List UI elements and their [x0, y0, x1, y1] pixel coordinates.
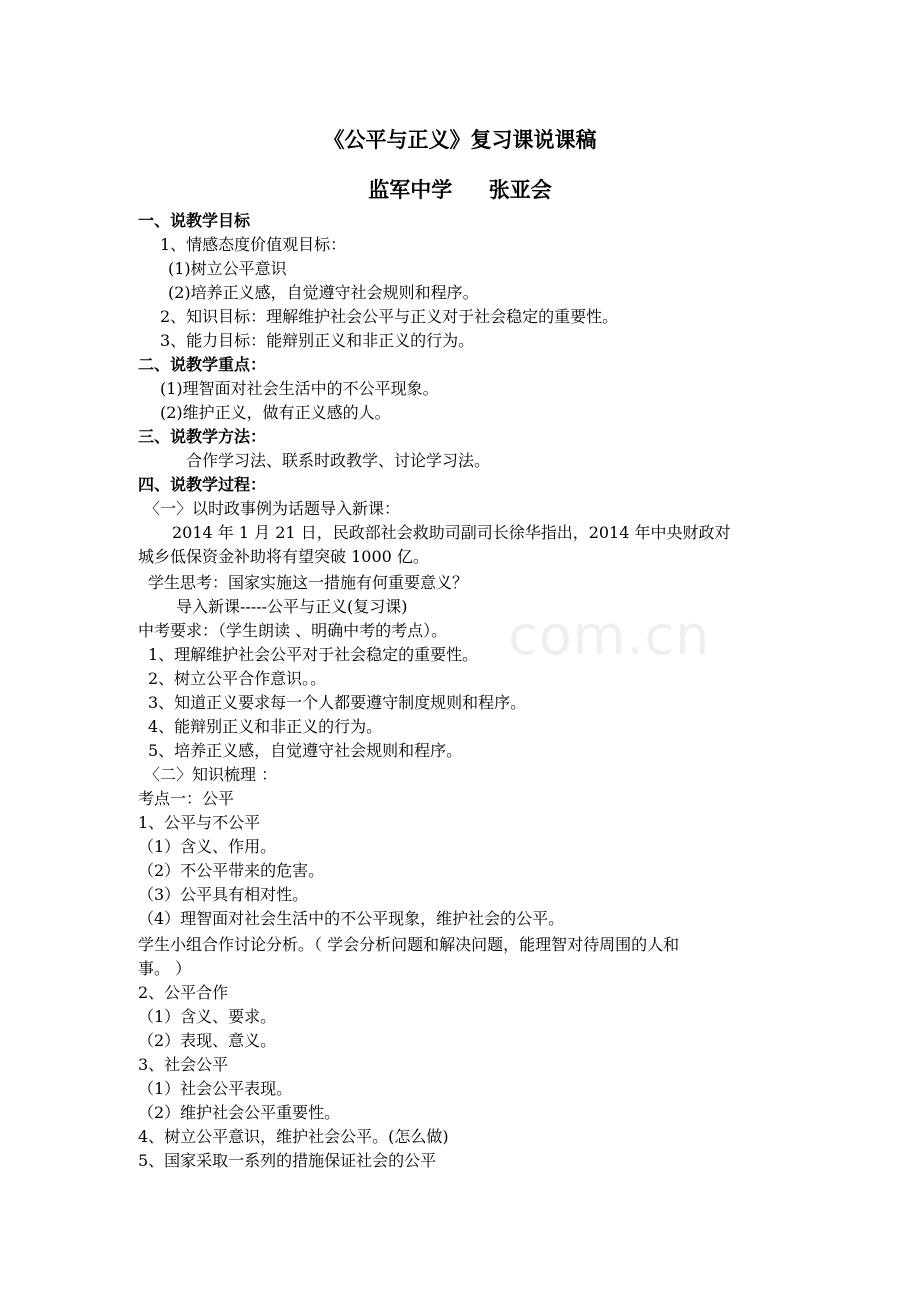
section-heading-objectives: 一、说教学目标: [138, 211, 251, 230]
text-line: (2)培养正义感，自觉遵守社会规则和程序。: [168, 283, 479, 302]
requirement-item: 2、树立公平合作意识。。: [148, 669, 327, 688]
text-line: 〈二〉知识梳理 ：: [144, 765, 278, 784]
requirement-item: 1、理解维护社会公平对于社会稳定的重要性。: [148, 645, 479, 664]
section-heading-process: 四、说教学过程：: [138, 475, 267, 494]
requirement-item: 5、培养正义感，自觉遵守社会规则和程序。: [148, 741, 463, 760]
text-line: 导入新课-----公平与正义(复习课): [176, 597, 408, 616]
text-line: 1、情感态度价值观目标：: [160, 235, 347, 254]
text-line: （1）含义、要求。: [138, 1007, 277, 1026]
text-line: 1、公平与不公平: [138, 813, 261, 832]
text-line: 2、知识目标：理解维护社会公平与正义对于社会稳定的重要性。: [160, 307, 619, 326]
text-line: 中考要求：（学生朗读 、明确中考的考点）。: [138, 621, 448, 640]
document-author: 监军中学 张亚会: [368, 178, 552, 202]
requirement-item: 3、知道正义要求每一个人都要遵守制度规则和程序。: [148, 693, 527, 712]
text-line: （2）表现、意义。: [138, 1031, 277, 1050]
text-line: 3、社会公平: [138, 1055, 229, 1074]
text-line: 合作学习法、联系时政教学、讨论学习法。: [186, 451, 491, 470]
text-line: 5、国家采取一系列的措施保证社会的公平: [138, 1151, 437, 1170]
text-line: (1)树立公平意识: [168, 259, 287, 278]
section-heading-methods: 三、说教学方法：: [138, 427, 267, 446]
text-line: （3）公平具有相对性。: [138, 885, 309, 904]
section-heading-focus: 二、说教学重点：: [138, 355, 267, 374]
text-line: 学生小组合作讨论分析。（ 学会分析问题和解决问题，能理智对待周围的人和: [138, 935, 680, 954]
text-line: （1）社会公平表现。: [138, 1079, 293, 1098]
text-line: （4）理智面对社会生活中的不公平现象，维护社会的公平。: [138, 909, 565, 928]
text-line: （2）维护社会公平重要性。: [138, 1103, 341, 1122]
text-line: （1）含义、作用。: [138, 837, 277, 856]
text-line: （2）不公平带来的危害。: [138, 861, 325, 880]
text-line: 城乡低保资金补助将有望突破 1000 亿。: [138, 547, 429, 566]
text-line: 〈一〉以时政事例为话题导入新课：: [144, 499, 401, 518]
text-line: 事。 ）: [138, 959, 192, 978]
text-line: 3、能力目标：能辩别正义和非正义的行为。: [160, 331, 475, 350]
requirement-item: 4、能辩别正义和非正义的行为。: [148, 717, 383, 736]
text-line: 考点一：公平: [138, 789, 235, 808]
text-line: (1)理智面对社会生活中的不公平现象。: [160, 379, 439, 398]
text-line: 2014 年 1 月 21 日，民政部社会救助司副司长徐华指出，2014 年中央财政对: [172, 523, 731, 542]
document-title: 《公平与正义》复习课说课稿: [323, 128, 597, 152]
text-line: 2、公平合作: [138, 983, 229, 1002]
text-line: 4、树立公平意识，维护社会公平。(怎么做): [138, 1127, 449, 1146]
text-line: 学生思考：国家实施这一措施有何重要意义？: [148, 573, 469, 592]
watermark: com.cn: [508, 604, 711, 667]
text-line: (2)维护正义，做有正义感的人。: [160, 403, 391, 422]
